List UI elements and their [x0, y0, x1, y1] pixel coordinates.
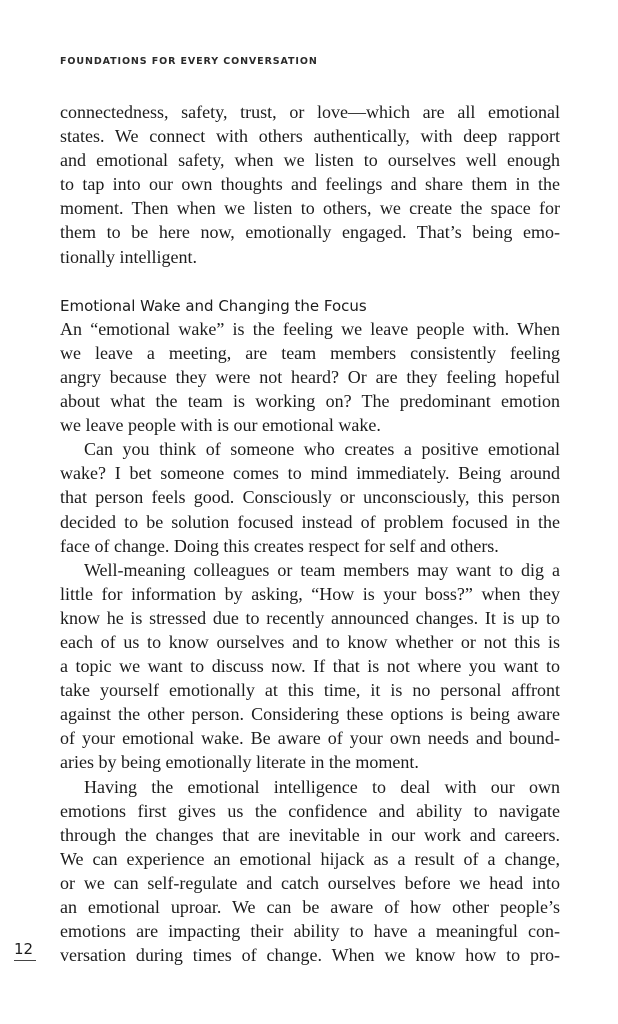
running-head: FOUNDATIONS FOR EVERY CONVERSATION [60, 56, 318, 67]
text-line: We can experience an emotional hijack as a result of a change, [60, 848, 560, 869]
text-line: a topic we want to discuss now. If that is not where you want to [60, 656, 560, 677]
text-line: we leave people with is our emotional wake. [60, 415, 381, 436]
text-line: moment. Then when we listen to others, we create the space for [60, 198, 560, 219]
text-line: and emotional safety, when we listen to ourselves well enough [60, 150, 560, 171]
text-line: states. We connect with others authentically, with deep rapport [60, 126, 560, 147]
text-line: know he is stressed due to recently announced changes. It is up to [60, 607, 560, 628]
paragraph-3 [60, 437, 560, 557]
text-line: face of change. Doing this creates respect for self and others. [60, 535, 499, 556]
text-line: each of us to know ourselves and to know whether or not this is [60, 631, 560, 652]
page-number: 12 [14, 940, 36, 961]
text-line: an emotional uproar. We can be aware of how other people’s [60, 897, 560, 917]
text-line: emotions are impacting their ability to have a meaningful con- [60, 921, 560, 942]
text-line: we leave a meeting, are team members consistently feeling [60, 342, 560, 363]
text-line: tionally intelligent. [60, 246, 197, 267]
paragraph-2 [60, 317, 560, 437]
text-line: take yourself emotionally at this time, it is no personal affront [60, 680, 560, 701]
text-line: Having the emotional intelligence to deal with our own [84, 776, 560, 797]
section-heading: Emotional Wake and Changing the Focus [60, 296, 367, 315]
text-line: Well-meaning colleagues or team members may want to dig a [84, 559, 560, 580]
text-line: against the other person. Considering these options is being aware [60, 704, 560, 725]
text-line: to tap into our own thoughts and feelings and share them in the [60, 174, 560, 195]
text-line: decided to be solution focused instead of problem focused in the [60, 511, 560, 532]
text-line: little for information by asking, “How is your boss?” when they [60, 583, 560, 604]
text-line: An “emotional wake” is the feeling we leave people with. When [60, 318, 560, 339]
text-line: versation during times of change. When we know how to pro- [60, 945, 560, 966]
text-line: about what the team is working on? The predominant emotion [60, 391, 560, 412]
text-line: or we can self-regulate and catch ourselves before we head into [60, 872, 560, 893]
text-line: that person feels good. Consciously or unconsciously, this person [60, 487, 560, 508]
text-line: Can you think of someone who creates a positive emotional [84, 439, 560, 460]
paragraph-5 [60, 775, 560, 968]
paragraph-1 [60, 100, 560, 269]
body-text [60, 100, 560, 967]
text-line: them to be here now, emotionally engaged. That’s being emo- [60, 222, 560, 243]
text-line: angry because they were not heard? Or are they feeling hopeful [60, 366, 560, 387]
text-line: connectedness, safety, trust, or love—which are all emotional [60, 102, 560, 122]
text-line: through the changes that are inevitable in our work and careers. [60, 824, 560, 845]
text-line: of your emotional wake. Be aware of your own needs and bound- [60, 728, 560, 749]
paragraph-4 [60, 558, 560, 775]
text-line: wake? I bet someone comes to mind immediately. Being around [60, 463, 560, 484]
text-line: aries by being emotionally literate in the moment. [60, 752, 419, 773]
text-line: emotions first gives us the confidence and ability to navigate [60, 800, 560, 821]
